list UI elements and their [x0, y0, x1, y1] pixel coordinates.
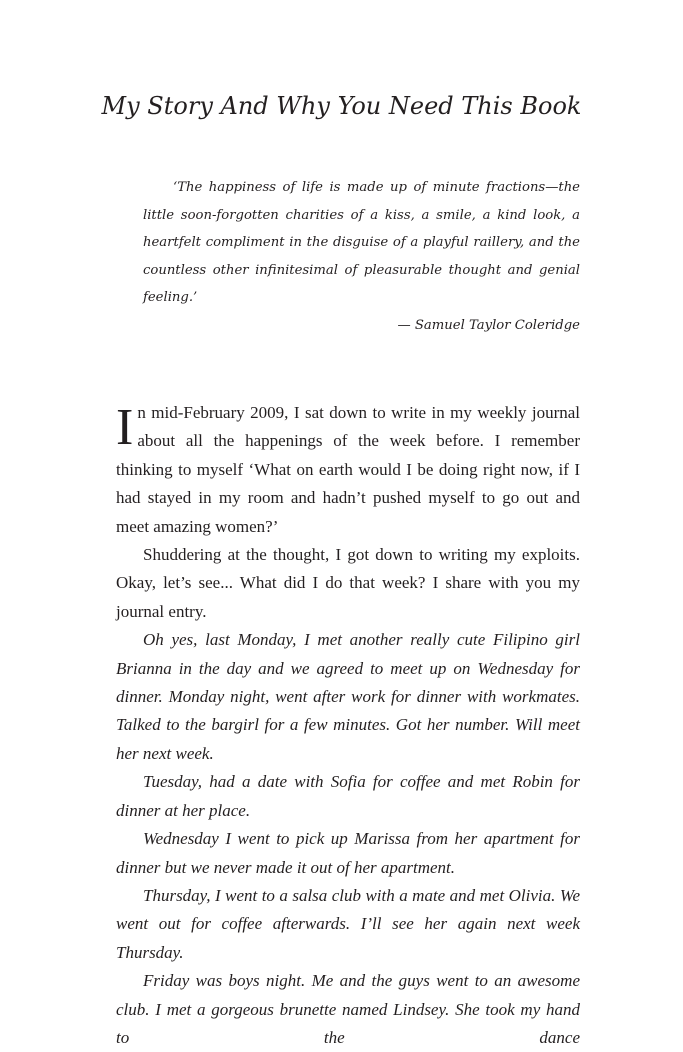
journal-entry-wednesday: Wednesday I went to pick up Marissa from her apartment for dinner but we never made it out of her apartment.: [116, 829, 580, 877]
opening-paragraph-text: n mid-February 2009, I sat down to write in my weekly journal about all the happenings of the week before. I remember thinking to myself ‘What on earth would I be doing right now, if I had stayed in my room and hadn’t pushed myself to go out and meet amazing women?’: [116, 403, 580, 536]
opening-paragraph: [116, 399, 580, 541]
journal-entry-thursday: Thursday, I went to a salsa club with a mate and met Olivia. We went out for coffee afterwards. I’ll see her again next week Thursday.: [116, 885, 580, 962]
epigraph: [143, 174, 580, 339]
drop-cap: I: [116, 399, 134, 456]
epigraph-attribution: — Samuel Taylor Coleridge: [397, 317, 580, 333]
journal-entry-friday: Friday was boys night. Me and the guys went to an awesome club. I met a gorgeous brunette named Lindsey. She took my hand to the dance: [116, 971, 580, 1047]
epigraph-quote: ‘The happiness of life is made up of minute fractions—the little soon-forgotten charities of a kiss, a smile, a kind look, a heartfelt compliment in the disguise of a playful raillery, and the countless other infinitesimal of pleasurable thought and genial feeling.’: [143, 180, 580, 305]
journal-entry-monday: Oh yes, last Monday, I met another really cute Filipino girl Brianna in the day and we agreed to meet up on Wednesday for dinner. Monday night, went after work for dinner with workmates. Talked to the bargirl for a few minutes. Got her number. Will meet her next week.: [116, 630, 580, 763]
chapter-title: My Story And Why You Need This Book: [101, 92, 582, 120]
paragraph: Shuddering at the thought, I got down to writing my exploits. Okay, let’s see... What did I do that week? I share with you my journal entry.: [116, 545, 580, 621]
journal-entry-tuesday: Tuesday, had a date with Sofia for coffee and met Robin for dinner at her place.: [116, 772, 580, 820]
chapter-body: [116, 399, 580, 1052]
